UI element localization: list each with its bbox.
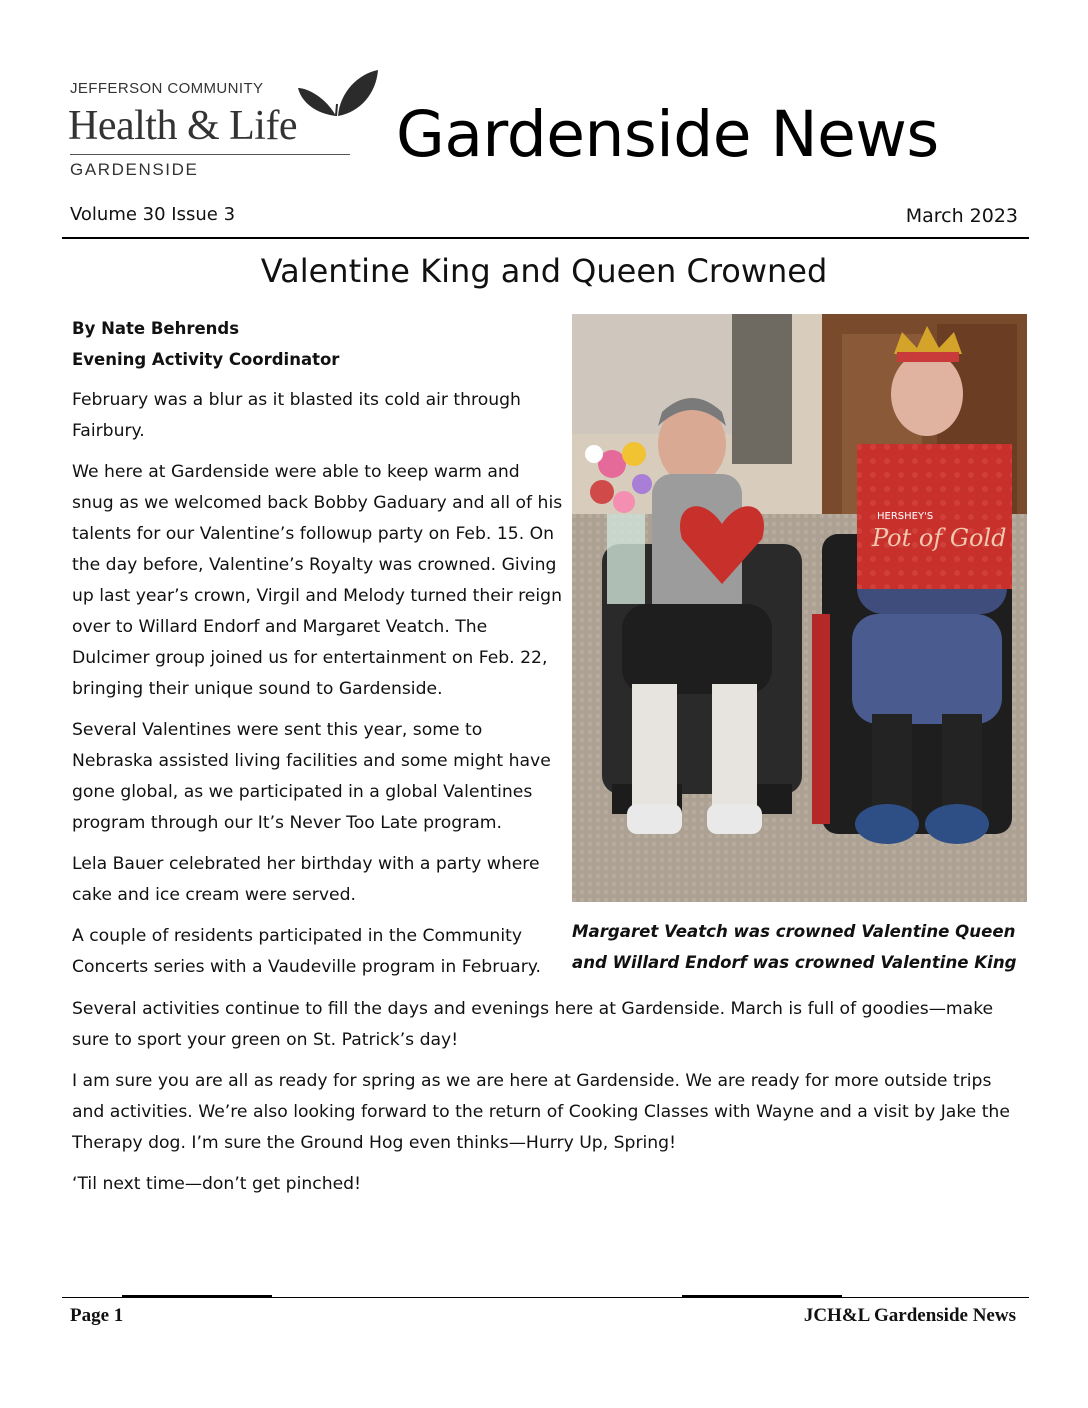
- page-number: Page 1: [70, 1305, 124, 1326]
- header-divider: [62, 237, 1029, 239]
- article-headline: Valentine King and Queen Crowned: [260, 252, 828, 290]
- valentine-royalty-photo: [572, 314, 1027, 902]
- footer-divider-accent: [682, 1295, 842, 1298]
- leaf-logo-icon: [296, 68, 380, 118]
- logo-line-2: Health & Life: [68, 103, 298, 149]
- logo-line-1: JEFFERSON COMMUNITY: [70, 80, 264, 97]
- article-paragraph: We here at Gardenside were able to keep warm and snug as we welcomed back Bobby Gaduary and all of his talents for our Valentine’s followup party on Feb. 15. On the day before, Valentine’s Royalty was crowned. Giving up last year’s crown, Virgil and Melody turned their reign over to Willard Endorf and Margaret Veatch. The Dulcimer group joined us for entertainment on Feb. 22, bringing their unique sound to Gardenside.: [72, 462, 563, 699]
- article-paragraph: Lela Bauer celebrated her birthday with a party where cake and ice cream were served.: [72, 854, 540, 905]
- article-paragraph: A couple of residents participated in the Community Concerts series with a Vaudeville program in February.: [72, 926, 541, 977]
- issue-date: March 2023: [905, 205, 1018, 227]
- newsletter-title: Gardenside News: [396, 98, 939, 171]
- candy-box-brand: HERSHEY'S: [877, 511, 934, 522]
- article-paragraph: I am sure you are all as ready for spring as we are here at Gardenside. We are ready for more outside trips and activities. We’re also looking forward to the return of Cooking Classes with Wayne and a visit by Jake the Therapy dog. I’m sure the Ground Hog even thinks—Hurry Up, Spring!: [72, 1071, 1010, 1153]
- article-paragraph: Several Valentines were sent this year, some to Nebraska assisted living facilities and some might have gone global, as we participated in a global Valentines program through our It’s Never Too Late program.: [72, 720, 551, 833]
- candy-box-product: Pot of Gold: [872, 524, 1007, 552]
- article-paragraph: Several activities continue to fill the days and evenings here at Gardenside. March is full of goodies—make sure to sport your green on St. Patrick’s day!: [72, 999, 994, 1050]
- logo-line-3: GARDENSIDE: [70, 160, 199, 179]
- footer-divider-accent: [122, 1295, 272, 1298]
- byline-role: Evening Activity Coordinator: [72, 350, 340, 369]
- article-closing: ‘Til next time—don’t get pinched!: [72, 1174, 361, 1194]
- article-full-width: [72, 994, 1022, 1210]
- logo-divider: [70, 154, 350, 155]
- organization-logo: [68, 66, 380, 186]
- byline-author: By Nate Behrends: [72, 319, 240, 338]
- footer-title: JCH&L Gardenside News: [803, 1305, 1016, 1326]
- volume-issue: Volume 30 Issue 3: [70, 204, 236, 225]
- photo-caption: Margaret Veatch was crowned Valentine Queen and Willard Endorf was crowned Valentine King: [572, 922, 1017, 972]
- article-paragraph: February was a blur as it blasted its cold air through Fairbury.: [72, 390, 521, 441]
- article-left-column: [72, 313, 564, 993]
